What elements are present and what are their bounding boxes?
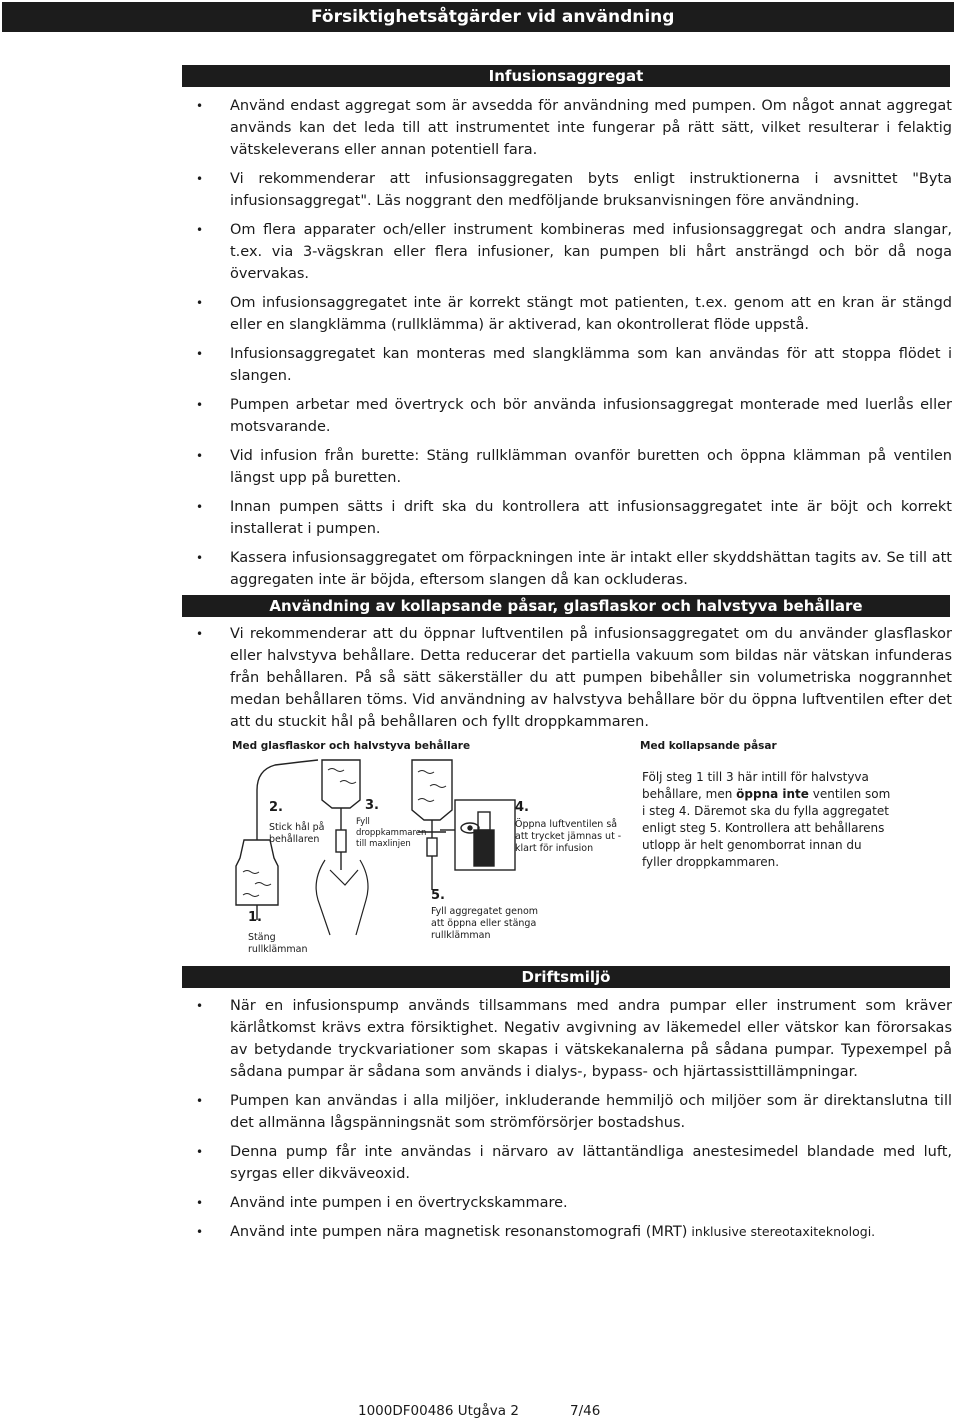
environment-list xyxy=(182,995,952,1250)
list-item: • Denna pump får inte användas i närvaro av lättantändliga anestesimedel blandade med luft, syrgas eller dikväveoxid. xyxy=(196,1144,952,1182)
container-3 xyxy=(412,760,452,820)
list-item: • Pumpen arbetar med övertryck och bör använda infusionsaggregat monterade med luerlås eller motsvarande. xyxy=(196,397,952,435)
step-3-number: 3. xyxy=(365,798,379,813)
step-5-text: Fyll aggregatet genom att öppna eller stänga rullklämman xyxy=(431,906,539,941)
list-item: • Vid infusion från burette: Stäng rullklämman ovanför buretten och öppna klämman på ventilen längst upp på buretten. xyxy=(196,448,952,486)
step-1-number-2: 2. xyxy=(269,800,283,815)
step-1-number: 1. xyxy=(248,910,262,925)
list-item: • Kassera infusionsaggregatet om förpackningen inte är intakt eller skyddshättan tagits av. Se till att aggregaten inte är böjda, eftersom slangen då kan ockluderas. xyxy=(196,550,952,588)
page-number: 7/46 xyxy=(570,1403,601,1419)
step-5-number: 5. xyxy=(431,888,445,903)
figure-caption-left: Med glasflaskor och halvstyva behållare xyxy=(232,740,471,752)
list-item: • Vi rekommenderar att infusionsaggregaten byts enligt instruktionerna i avsnittet "Byta infusionsaggregat". Läs noggrant den medföljande bruksanvisningen före användning. xyxy=(196,171,952,209)
step-3-text: Fyll droppkammaren till maxlinjen xyxy=(356,817,427,849)
list-item: • Om flera apparater och/eller instrument kombineras med infusionsaggregat och andra slangar, t.ex. via 3-vägskran eller flera infusioner, kan pumpen bli hårt ansträngd och bör då noga övervakas. xyxy=(196,222,952,282)
section-title-infusion-set: Infusionsaggregat xyxy=(182,65,950,87)
step-1-text: Stäng rullklämman xyxy=(248,932,308,955)
list-item: • Använd inte pumpen i en övertryckskammare. xyxy=(196,1195,568,1211)
section-title-collapsible: Användning av kollapsande påsar, glasflaskor och halvstyva behållare xyxy=(182,595,950,617)
document-id: 1000DF00486 Utgåva 2 xyxy=(358,1403,519,1419)
collapsible-bag-note: Följ steg 1 till 3 här intill för halvstyva behållare, men öppna inte ventilen som i steg 4. Däremot ska du fylla aggregatet enligt steg 5. Kontrollera att behållarens utlopp är helt genomborrat innan du fyller droppkammaren. xyxy=(642,770,891,869)
step-4-number: 4. xyxy=(515,800,529,815)
list-item: • Infusionsaggregatet kan monteras med slangklämma som kan användas för att stoppa flödet i slangen. xyxy=(196,346,952,384)
list-item: • Pumpen kan användas i alla miljöer, inkluderande hemmiljö och miljöer som är direktanslutna till det allmänna lågspänningsnät som strömförsörjer bostadshus. xyxy=(196,1093,952,1131)
section-title-environment: Driftsmiljö xyxy=(182,966,950,988)
page-title: Försiktighetsåtgärder vid användning xyxy=(311,7,675,27)
list-item: • Vi rekommenderar att du öppnar luftventilen på infusionsaggregatet om du använder glasflaskor eller halvstyva behållare. Detta reducerar det partiella vakuum som bildas när vätskan infunderas från behållaren. På så sätt säkerställer du att pumpen bibehåller sin volumetriska noggrannhet medan behållaren töms. Vid användning av halvstyva behållare bör du öppna luftventilen efter det att du stuckit hål på behållaren och fyllt droppkammaren. xyxy=(196,626,952,730)
list-item: • Använd endast aggregat som är avsedda för användning med pumpen. Om något annat aggregat används kan det leda till att instrumentet inte fungerar på rätt sätt, vilket resulterar i felaktig vätskeleverans eller annan potentiell fara. xyxy=(196,98,952,158)
container-2 xyxy=(322,760,360,808)
step-2-text: Stick hål på behållaren xyxy=(269,822,325,845)
figure-caption-right: Med kollapsande påsar xyxy=(640,740,777,752)
list-item: • Om infusionsaggregatet inte är korrekt stängt mot patienten, t.ex. genom att en kran är stängd eller en slangklämma (rullklämma) är aktiverad, kan okontrollerat flöde uppstå. xyxy=(196,295,952,333)
hand xyxy=(316,860,368,935)
step-4-text: Öppna luftventilen så att trycket jämnas ut - klart för infusion xyxy=(515,819,622,854)
list-item: • Innan pumpen sätts i drift ska du kontrollera att infusionsaggregatet inte är böjt och korrekt installerat i pumpen. xyxy=(196,499,952,537)
list-item: • Använd inte pumpen nära magnetisk resonanstomografi (MRT) inklusive stereotaxiteknologi. xyxy=(196,1224,876,1240)
container-1 xyxy=(236,840,278,905)
list-item: • När en infusionspump används tillsammans med andra pumpar eller instrument som kräver kärlåtkomst krävs extra försiktighet. Negativ avgivning av läkemedel eller vätskor kan förorsakas av betydande tryckvariationer som skapas i vätskekanalerna på sådana pumpar. Typexempel på sådana pumpar är sådana som används i dialys-, bypass- och hjärtassisttillämpningar. xyxy=(196,998,952,1080)
